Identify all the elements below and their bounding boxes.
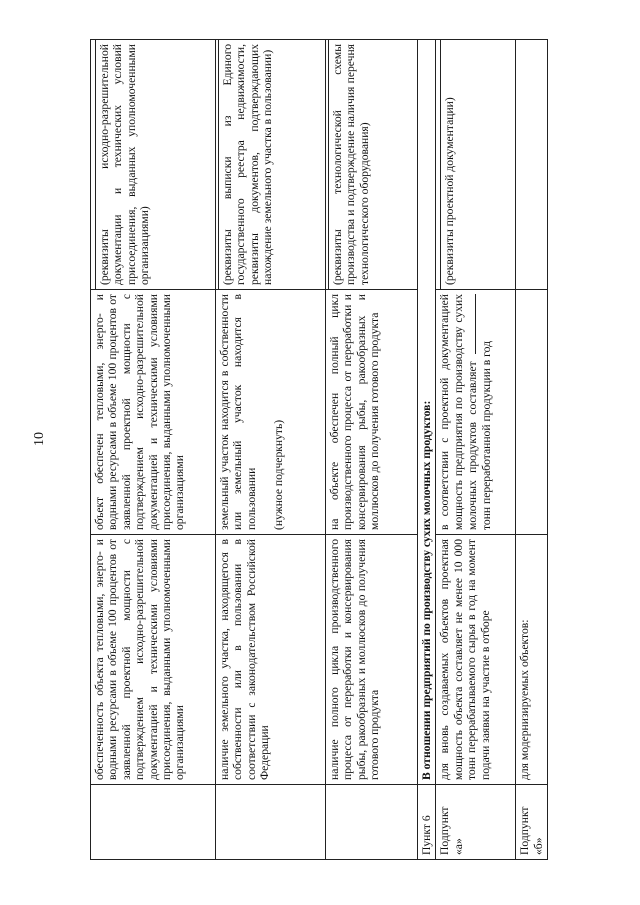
documents-text: (реквизиты технологической схемы производства и подтверждение наличия перечня технологического оборудования) <box>328 40 371 289</box>
rotated-document-table <box>90 40 550 860</box>
page-number: 10 <box>32 432 47 446</box>
documents-text: (реквизиты проектной документации) <box>440 40 456 289</box>
requirements-table <box>90 39 548 860</box>
table-row <box>216 40 326 860</box>
statement-cell: на объекте обеспечен полный цикл производственного процесса от переработки и консервирования рыбы, ракообразных и моллюсков до получения готового продукта <box>326 290 418 535</box>
section-title: В отношении предприятий по производству сухих молочных продуктов: <box>418 40 436 785</box>
statement-cell <box>216 290 326 535</box>
requirement-cell: наличие земельного участка, находящегося в собственности или в пользовании в соответствии с законодательством Российской Федерации <box>216 535 326 785</box>
documents-text: (реквизиты исходно-разрешительной документации и технических условий присоединения, выданных уполномоченными организациями) <box>95 40 152 289</box>
statement-text-end: тонн переработанной продукции в год <box>479 341 493 530</box>
section-label: Пункт 6 <box>418 785 436 860</box>
requirement-cell: наличие полного цикла производственного процесса от переработки и консервирования рыбы, ракообразных и моллюсков до получения готового продукта <box>326 535 418 785</box>
subpoint-b-label: Подпункт «б» <box>516 785 548 860</box>
documents-text: (реквизиты выписки из Единого государственного реестра недвижимости, реквизиты документов, подтверждающих нахождение земельного участка в пользовании) <box>218 40 275 289</box>
documents-cell <box>216 40 326 290</box>
row-label-cell <box>91 785 216 860</box>
subpoint-a-label: Подпункт «а» <box>436 785 516 860</box>
statement-cell: объект обеспечен тепловыми, энерго- и водными ресурсами в объеме 100 процентов от заявленной проектной мощности с подтверждением исходно-разрешительной документацией и техническими условиями присоединения, выданными уполномоченными организациями <box>91 290 216 535</box>
statement-note: (нужное подчеркнуть) <box>272 419 286 530</box>
table-row <box>516 40 548 860</box>
statement-text: земельный участок находится в собственности или земельный участок находится в пользовании <box>218 294 258 530</box>
statement-cell <box>436 290 516 535</box>
documents-cell <box>436 40 516 290</box>
requirement-cell: обеспеченность объекта тепловыми, энерго- и водными ресурсами в объеме 100 процентов от заявленной проектной мощности с подтверждением исходно-разрешительной документацией и техническими условиями присоединения, выданными уполномоченными организациями <box>91 535 216 785</box>
row-label-cell <box>326 785 418 860</box>
table-row <box>91 40 216 860</box>
requirement-cell: для модернизируемых объектов: <box>516 535 548 785</box>
documents-cell <box>516 40 548 290</box>
documents-cell <box>326 40 418 290</box>
requirement-cell: для вновь создаваемых объектов проектная мощность объекта составляет не менее 10 000 тонн перерабатываемого сырья в год на момент подачи заявки на участие в отборе <box>436 535 516 785</box>
table-row <box>326 40 418 860</box>
table-row <box>436 40 516 860</box>
statement-cell <box>516 290 548 535</box>
row-label-cell <box>216 785 326 860</box>
section-row <box>418 40 436 860</box>
statement-text: в соответствии с проектной документацией мощность предприятия по производству сухих молочных продуктов составляет <box>438 294 480 530</box>
documents-cell <box>91 40 216 290</box>
blank-fill-line <box>465 294 476 354</box>
